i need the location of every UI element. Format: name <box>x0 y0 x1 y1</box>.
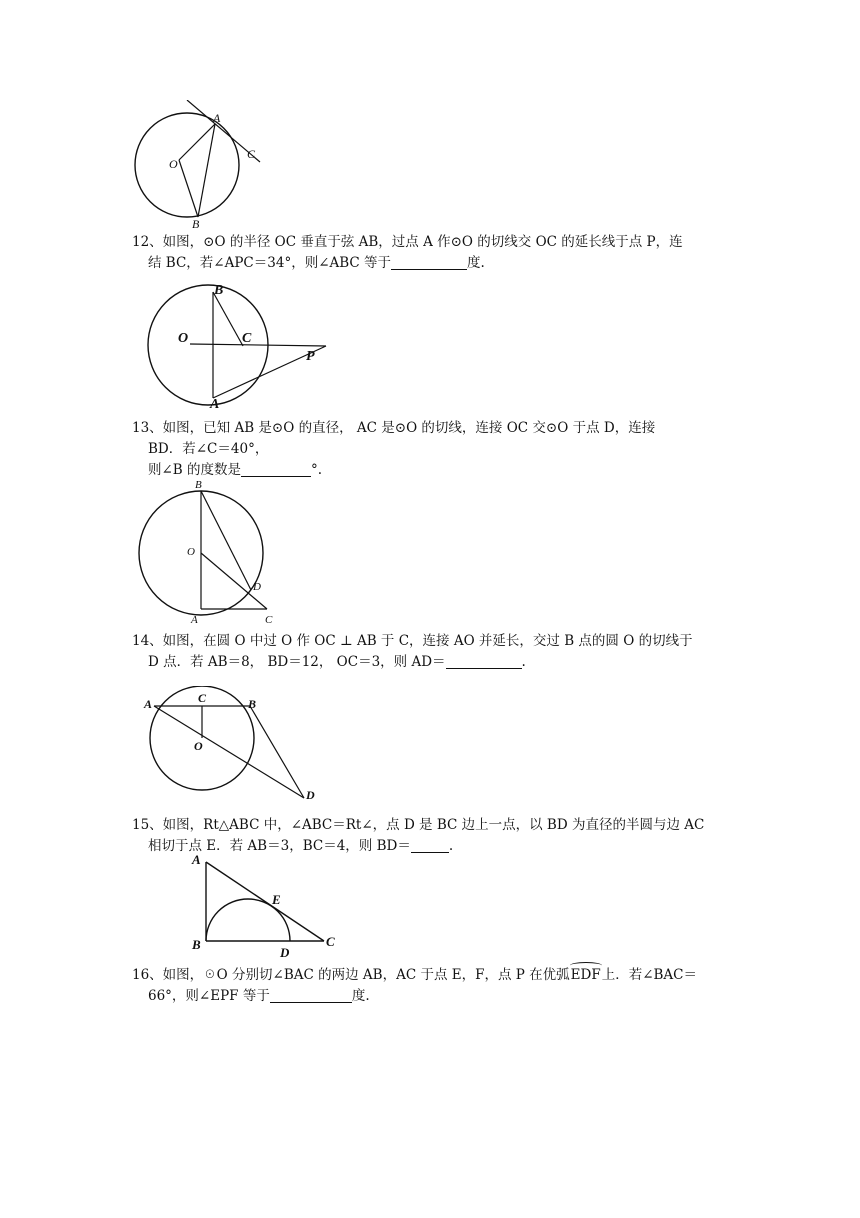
label-D: D <box>280 945 290 958</box>
label-D: D <box>306 788 315 802</box>
label-C: C <box>242 331 252 346</box>
answer-blank[interactable] <box>391 255 467 270</box>
label-C: C <box>326 934 335 949</box>
q14-line1: 14、如图，在圆 O 中过 O 作 OC ⊥ AB 于 C，连接 AO 并延长，交过 B 点的圆 O 的切线于 <box>132 633 693 649</box>
label-B: B <box>214 283 224 298</box>
q14-line2: D 点．若 AB＝8， BD＝12， OC＝3，则 AD＝ . <box>148 654 526 670</box>
question-14 <box>132 631 732 673</box>
question-16 <box>132 965 732 1007</box>
figure-q11 <box>125 100 275 235</box>
question-12 <box>132 232 732 274</box>
label-D: D <box>253 581 261 593</box>
label-C: C <box>247 147 256 161</box>
question-15 <box>132 815 732 857</box>
answer-blank[interactable] <box>446 654 522 669</box>
label-A: A <box>191 614 198 626</box>
q12-line1: 12、如图，⊙O 的半径 OC 垂直于弦 AB，过点 A 作⊙O 的切线交 OC 的延长线于点 P，连 <box>132 234 683 250</box>
q12-line2: 结 BC，若∠APC＝34°，则∠ABC 等于 度. <box>148 255 485 271</box>
q13-line1: 13、如图，已知 AB 是⊙O 的直径， AC 是⊙O 的切线，连接 OC 交⊙O 于点 D，连接 <box>132 420 656 436</box>
label-B: B <box>248 697 257 711</box>
label-O: O <box>169 157 178 171</box>
label-A: A <box>213 111 221 125</box>
label-A: A <box>210 397 220 410</box>
answer-blank[interactable] <box>270 988 352 1003</box>
figure-q12 <box>130 280 340 410</box>
q15-line1: 15、如图，Rt△ABC 中，∠ABC＝Rt∠，点 D 是 BC 边上一点，以 BD 为直径的半圆与边 AC <box>132 817 705 833</box>
label-B: B <box>192 217 200 231</box>
label-B: B <box>195 479 202 491</box>
label-C: C <box>198 691 207 705</box>
figure-q14 <box>140 686 330 806</box>
answer-blank[interactable] <box>411 838 449 853</box>
label-P: P <box>306 349 315 364</box>
figure-q15 <box>188 852 348 958</box>
label-O: O <box>187 546 195 558</box>
q16-line2: 66°，则∠EPF 等于 度. <box>148 988 370 1004</box>
arc-edf: EDF <box>570 965 602 986</box>
q13-line2: BD．若∠C＝40°， <box>148 441 269 457</box>
label-A: A <box>192 852 201 867</box>
figure-q13 <box>135 478 285 628</box>
label-B: B <box>192 937 201 952</box>
label-O: O <box>194 739 203 753</box>
label-C: C <box>265 614 273 626</box>
q16-line1: 16、如图，☉O 分别切∠BAC 的两边 AB，AC 于点 E，F，点 P 在优弧EDF上．若∠BAC＝ <box>132 965 732 986</box>
answer-blank[interactable] <box>241 462 311 477</box>
q15-line2: 相切于点 E．若 AB＝3，BC＝4，则 BD＝ . <box>148 838 454 854</box>
question-13 <box>132 418 732 481</box>
label-A: A <box>144 697 153 711</box>
label-E: E <box>272 892 281 907</box>
q13-line3: 则∠B 的度数是 °. <box>148 462 323 478</box>
label-O: O <box>178 331 189 346</box>
